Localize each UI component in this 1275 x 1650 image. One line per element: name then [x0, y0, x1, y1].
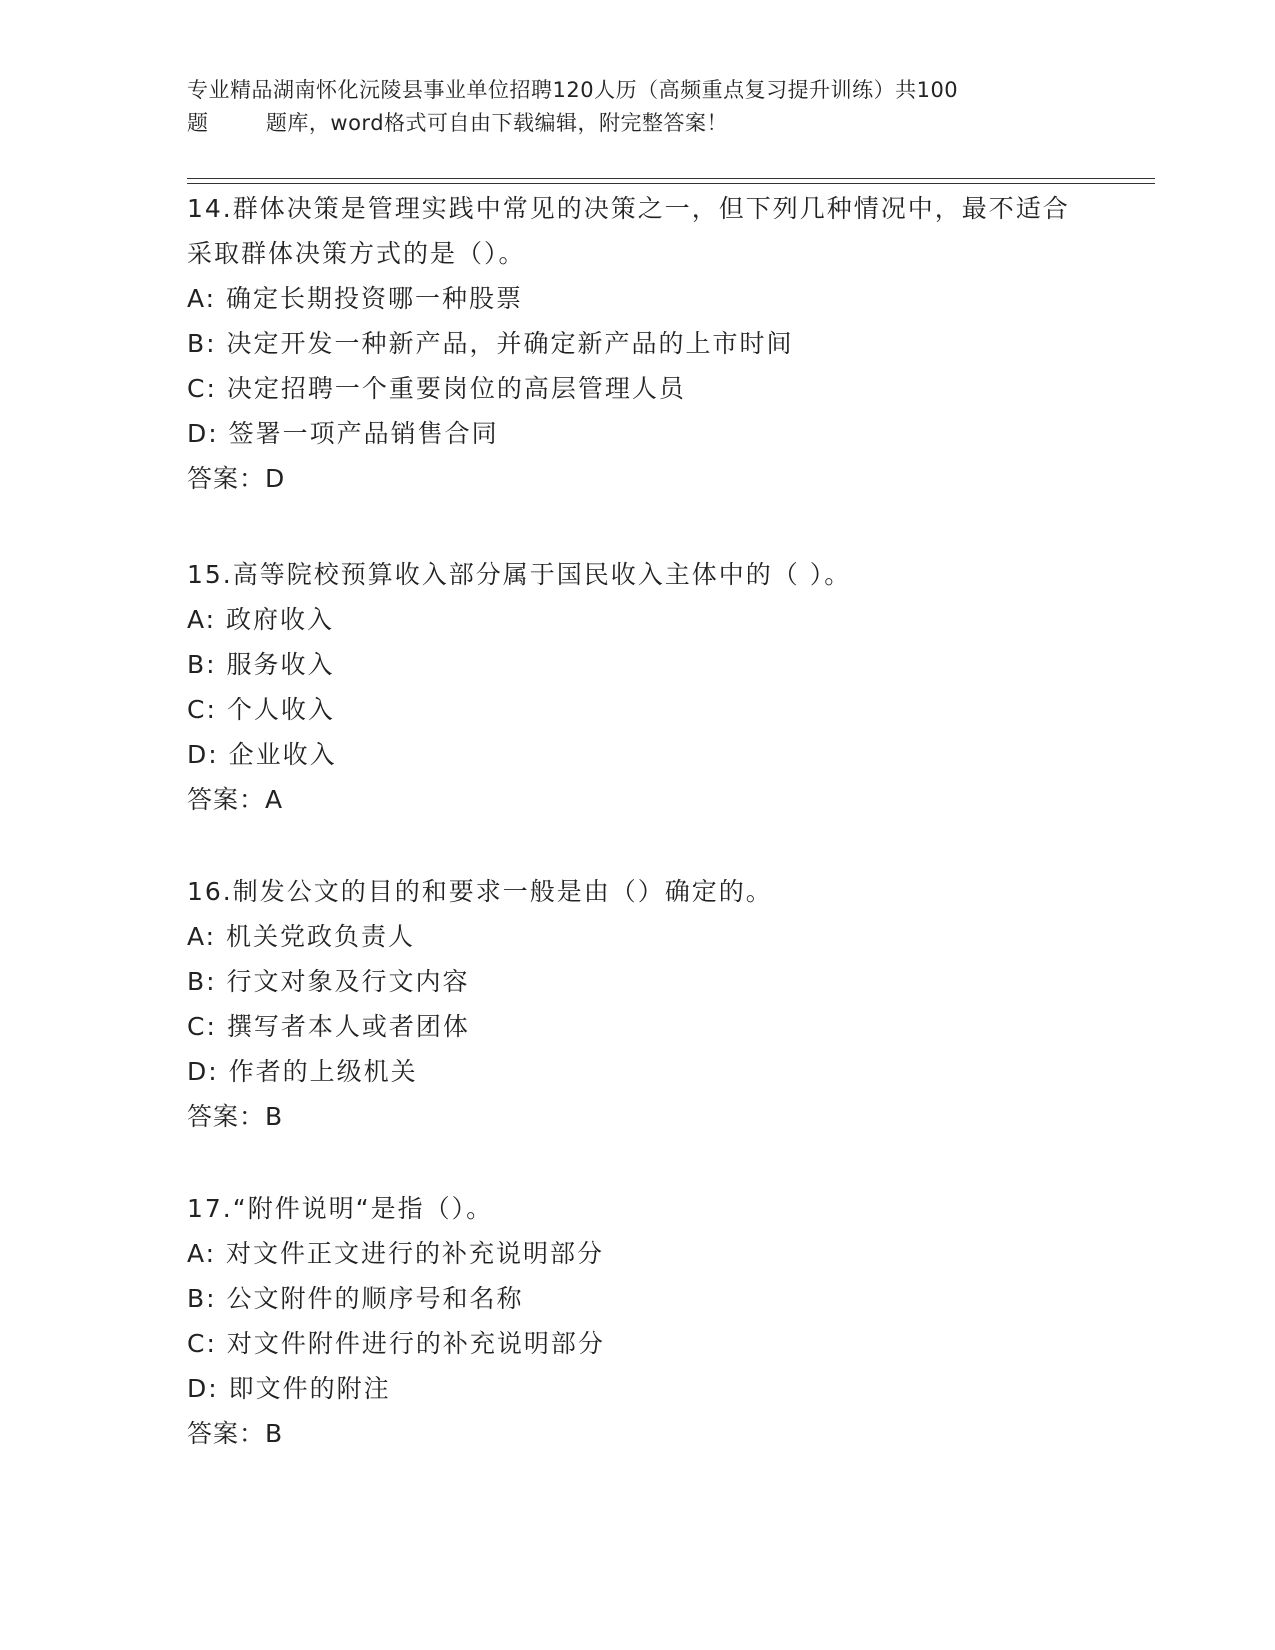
header-divider-top: [187, 178, 1155, 179]
question-text: 16.制发公文的目的和要求一般是由（）确定的。: [187, 877, 773, 906]
option-d: D: 作者的上级机关: [187, 1057, 418, 1086]
option-b: B: 服务收入: [187, 650, 335, 679]
answer-line: 答案：D: [187, 464, 286, 493]
option-c: C: 撰写者本人或者团体: [187, 1012, 470, 1041]
answer-line: 答案：B: [187, 1419, 284, 1448]
page-header: [187, 74, 1087, 140]
question-17: [187, 1186, 1087, 1456]
option-a: A: 机关党政负责人: [187, 922, 416, 951]
option-b: B: 决定开发一种新产品，并确定新产品的上市时间: [187, 329, 794, 358]
question-text: 17.“附件说明“是指（）。: [187, 1194, 494, 1223]
answer-line: 答案：B: [187, 1102, 284, 1131]
option-b: B: 公文附件的顺序号和名称: [187, 1284, 524, 1313]
option-a: A: 对文件正文进行的补充说明部分: [187, 1239, 605, 1268]
question-15: [187, 552, 1087, 822]
option-d: D: 签署一项产品销售合同: [187, 419, 499, 448]
option-c: C: 对文件附件进行的补充说明部分: [187, 1329, 605, 1358]
option-d: D: 即文件的附注: [187, 1374, 391, 1403]
question-text: 14.群体决策是管理实践中常见的决策之一，但下列几种情况中，最不适合采取群体决策方式的是（）。: [187, 194, 1070, 268]
question-16: [187, 869, 1087, 1139]
question-14: [187, 186, 1087, 501]
question-text: 15.高等院校预算收入部分属于国民收入主体中的（ ）。: [187, 560, 852, 589]
option-c: C: 个人收入: [187, 695, 335, 724]
option-a: A: 政府收入: [187, 605, 335, 634]
option-b: B: 行文对象及行文内容: [187, 967, 470, 996]
header-divider-bottom: [187, 183, 1155, 184]
option-a: A: 确定长期投资哪一种股票: [187, 284, 524, 313]
header-title-line2: 题 题库，word格式可自由下载编辑，附完整答案！: [187, 111, 729, 135]
header-title-line1: 专业精品湖南怀化沅陵县事业单位招聘120人历（高频重点复习提升训练）共100: [187, 78, 959, 102]
option-c: C: 决定招聘一个重要岗位的高层管理人员: [187, 374, 686, 403]
answer-line: 答案：A: [187, 785, 284, 814]
option-d: D: 企业收入: [187, 740, 337, 769]
